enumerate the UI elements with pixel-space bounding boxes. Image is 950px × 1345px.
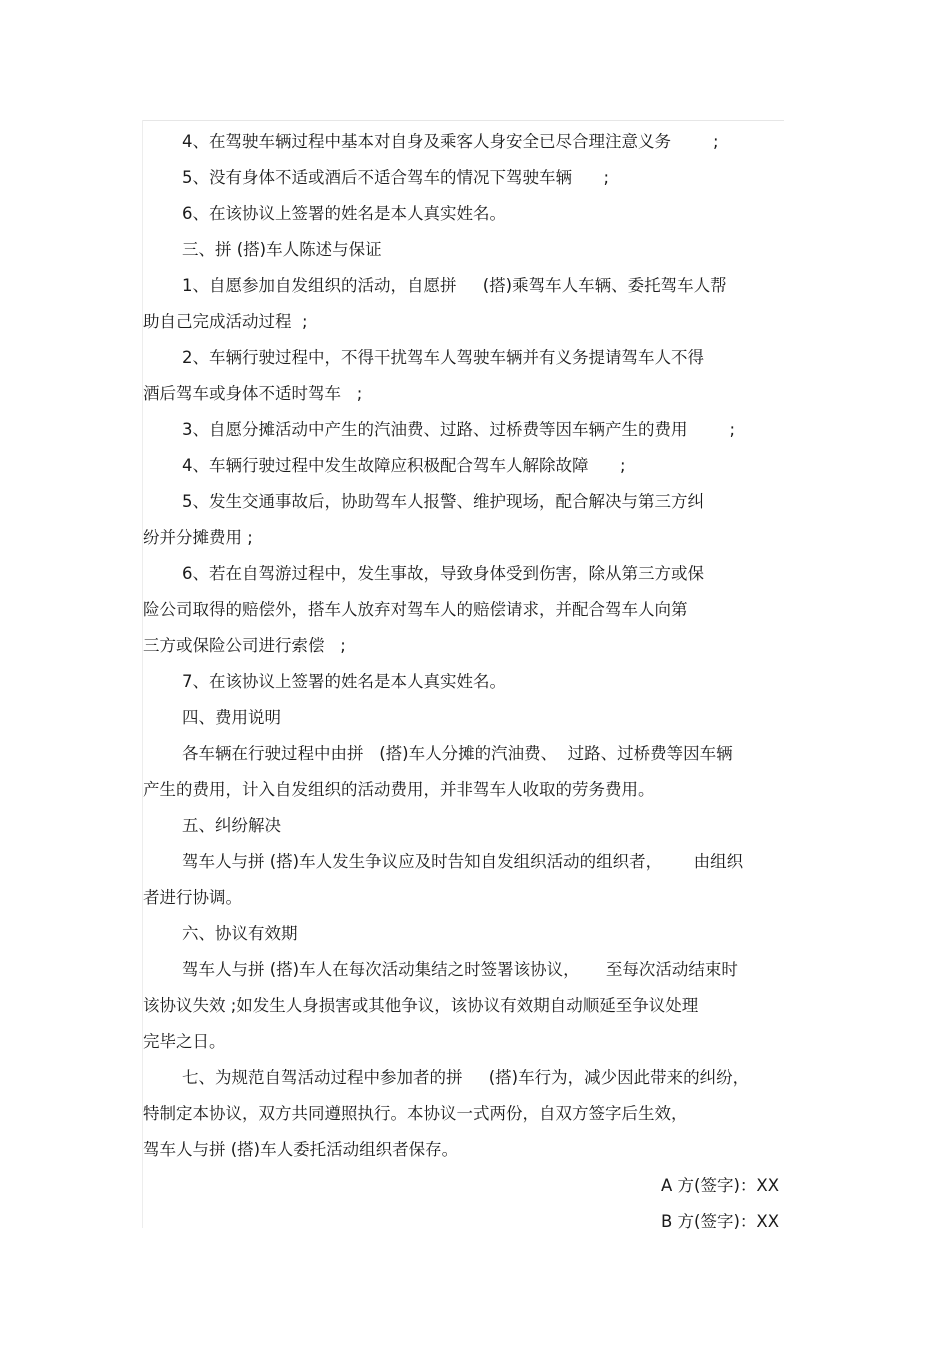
document-body <box>143 125 783 1241</box>
signature-party-b: B 方(签字)：XX <box>660 1212 779 1231</box>
clause-line: 1、自愿参加自发组织的活动，自愿拼 (搭)乘驾车人车辆、委托驾车人帮 <box>182 276 727 295</box>
section-heading: 四、费用说明 <box>182 708 281 727</box>
signature-party-a: A 方(签字)：XX <box>660 1176 779 1195</box>
section-heading: 五、纠纷解决 <box>182 816 281 835</box>
paragraph-line-continued: 产生的费用，计入自发组织的活动费用，并非驾车人收取的劳务费用。 <box>143 780 655 799</box>
paragraph-line-continued: 完毕之日。 <box>143 1032 226 1051</box>
clause-line: 5、发生交通事故后，协助驾车人报警、维护现场，配合解决与第三方纠 <box>182 492 704 511</box>
paragraph-line-continued: 者进行协调。 <box>143 888 242 907</box>
section-heading: 六、协议有效期 <box>182 924 298 943</box>
paragraph-line: 各车辆在行驶过程中由拼 (搭)车人分摊的汽油费、 过路、过桥费等因车辆 <box>182 744 733 763</box>
paragraph-line: 驾车人与拼 (搭)车人发生争议应及时告知自发组织活动的组织者， 由组织 <box>182 852 744 871</box>
paragraph-line-continued: 该协议失效 ;如发生人身损害或其他争议，该协议有效期自动顺延至争议处理 <box>143 996 699 1015</box>
clause-line: 3、自愿分摊活动中产生的汽油费、过路、过桥费等因车辆产生的费用 ; <box>182 420 736 439</box>
clause-line: 7、在该协议上签署的姓名是本人真实姓名。 <box>182 672 506 691</box>
section-heading: 三、拼 (搭)车人陈述与保证 <box>182 240 382 259</box>
clause-line: 4、在驾驶车辆过程中基本对自身及乘客人身安全已尽合理注意义务 ; <box>182 132 719 151</box>
clause-line: 6、若在自驾游过程中，发生事故，导致身体受到伤害，除从第三方或保 <box>182 564 704 583</box>
clause-line-continued: 纷并分摊费用 ; <box>143 528 253 547</box>
clause-line: 4、车辆行驶过程中发生故障应积极配合驾车人解除故障 ; <box>182 456 626 475</box>
clause-line: 5、没有身体不适或酒后不适合驾车的情况下驾驶车辆 ; <box>182 168 610 187</box>
clause-line-continued: 险公司取得的赔偿外，搭车人放弃对驾车人的赔偿请求，并配合驾车人向第 <box>143 600 688 619</box>
top-divider <box>142 120 784 121</box>
clause-line: 2、车辆行驶过程中，不得干扰驾车人驾驶车辆并有义务提请驾车人不得 <box>182 348 704 367</box>
paragraph-line: 驾车人与拼 (搭)车人在每次活动集结之时签署该协议， 至每次活动结束时 <box>182 960 738 979</box>
paragraph-line-continued: 特制定本协议，双方共同遵照执行。本协议一式两份，自双方签字后生效， <box>143 1104 688 1123</box>
paragraph-line-continued: 驾车人与拼 (搭)车人委托活动组织者保存。 <box>143 1140 459 1159</box>
clause-line-continued: 酒后驾车或身体不适时驾车 ; <box>143 384 363 403</box>
clause-line-continued: 三方或保险公司进行索偿 ; <box>143 636 346 655</box>
paragraph-line: 七、为规范自驾活动过程中参加者的拼 (搭)车行为，减少因此带来的纠纷， <box>182 1068 750 1087</box>
clause-line-continued: 助自己完成活动过程 ; <box>143 312 308 331</box>
clause-line: 6、在该协议上签署的姓名是本人真实姓名。 <box>182 204 506 223</box>
